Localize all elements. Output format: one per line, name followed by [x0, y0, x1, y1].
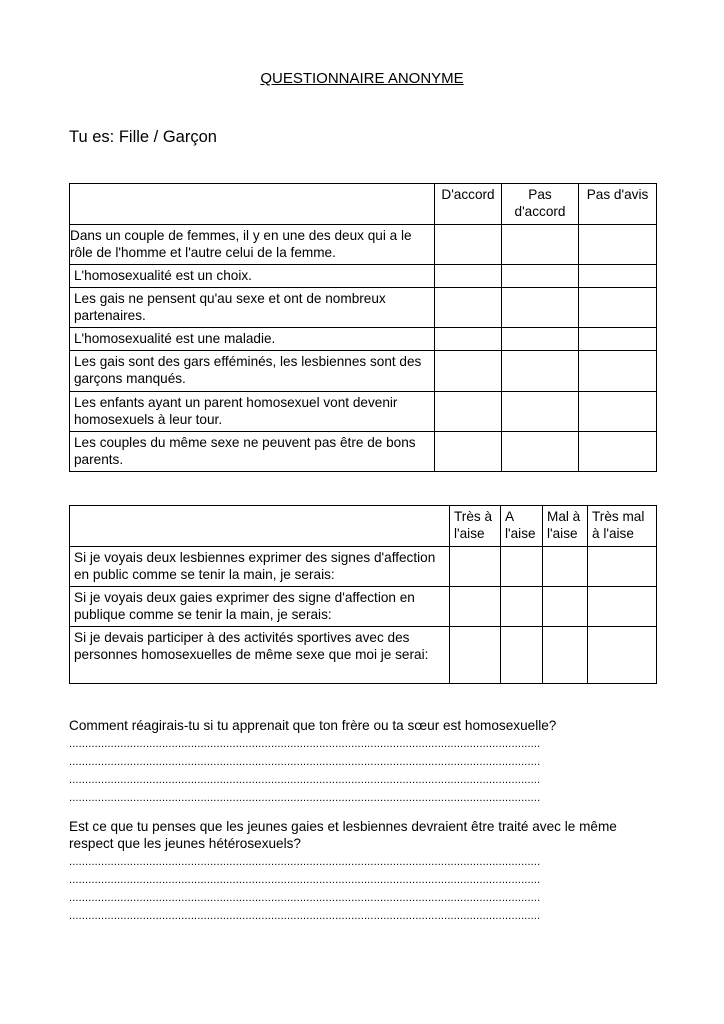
statement: Dans un couple de femmes, il y en une des deux qui a le rôle de l'homme et l'autre celui de la femme.	[70, 225, 435, 265]
answer-cell[interactable]	[579, 328, 657, 351]
statement: Les gais sont des gars efféminés, les lesbiennes sont des garçons manqués.	[70, 351, 435, 392]
answer-line[interactable]: ...................................................................................................................................................	[69, 892, 541, 904]
header-pas-d-avis: Pas d'avis	[579, 184, 657, 225]
answer-cell[interactable]	[579, 351, 657, 392]
question-1: Comment réagirais-tu si tu apprenait que ton frère ou ta sœur est homosexuelle?	[69, 718, 557, 733]
gender-line: Tu es: Fille / Garçon	[69, 128, 217, 146]
answer-cell[interactable]	[450, 587, 501, 627]
answer-cell[interactable]	[501, 547, 543, 587]
answer-cell[interactable]	[450, 627, 501, 684]
table-header-empty	[70, 506, 450, 547]
answer-cell[interactable]	[502, 328, 579, 351]
answer-cell[interactable]	[588, 587, 657, 627]
comfort-table	[69, 505, 657, 684]
answer-line[interactable]: ...................................................................................................................................................	[69, 856, 541, 868]
answer-cell[interactable]	[502, 432, 579, 472]
statement: Si je voyais deux gaies exprimer des signe d'affection en publique comme se tenir la main, je serais:	[70, 587, 450, 627]
answer-cell[interactable]	[501, 587, 543, 627]
statement: Les couples du même sexe ne peuvent pas être de bons parents.	[70, 432, 435, 472]
statement: Les gais ne pensent qu'au sexe et ont de nombreux partenaires.	[70, 288, 435, 328]
answer-cell[interactable]	[435, 265, 502, 288]
answer-cell[interactable]	[579, 225, 657, 265]
page-title: QUESTIONNAIRE ANONYME	[260, 70, 464, 87]
answer-line[interactable]: ...................................................................................................................................................	[69, 774, 541, 786]
answer-cell[interactable]	[579, 265, 657, 288]
answer-cell[interactable]	[501, 627, 543, 684]
answer-cell[interactable]	[579, 432, 657, 472]
answer-cell[interactable]	[435, 328, 502, 351]
header-tres-mal-a-l-aise: Très mal à l'aise	[588, 506, 657, 547]
answer-cell[interactable]	[543, 547, 588, 587]
header-a-l-aise: A l'aise	[501, 506, 543, 547]
answer-cell[interactable]	[435, 225, 502, 265]
answer-line[interactable]: ...................................................................................................................................................	[69, 792, 541, 804]
answer-cell[interactable]	[435, 351, 502, 392]
answer-cell[interactable]	[579, 392, 657, 432]
answer-cell[interactable]	[543, 587, 588, 627]
answer-line[interactable]: ...................................................................................................................................................	[69, 756, 541, 768]
answer-cell[interactable]	[502, 351, 579, 392]
header-d-accord: D'accord	[435, 184, 502, 225]
answer-line[interactable]: ...................................................................................................................................................	[69, 738, 541, 750]
statement: Les enfants ayant un parent homosexuel vont devenir homosexuels à leur tour.	[70, 392, 435, 432]
answer-cell[interactable]	[435, 288, 502, 328]
statement: Si je voyais deux lesbiennes exprimer des signes d'affection en public comme se tenir la main, je serais:	[70, 547, 450, 587]
answer-cell[interactable]	[543, 627, 588, 684]
answer-cell[interactable]	[435, 432, 502, 472]
answer-line[interactable]: ...................................................................................................................................................	[69, 874, 541, 886]
statement: L'homosexualité est une maladie.	[70, 328, 435, 351]
opinion-table	[69, 183, 657, 472]
answer-cell[interactable]	[435, 392, 502, 432]
answer-cell[interactable]	[579, 288, 657, 328]
answer-cell[interactable]	[502, 392, 579, 432]
answer-cell[interactable]	[502, 288, 579, 328]
header-mal-a-l-aise: Mal à l'aise	[543, 506, 588, 547]
answer-cell[interactable]	[450, 547, 501, 587]
answer-cell[interactable]	[588, 627, 657, 684]
table-header-empty	[70, 184, 435, 225]
answer-cell[interactable]	[588, 547, 657, 587]
statement: Si je devais participer à des activités sportives avec des personnes homosexuelles de même sexe que moi je serai:	[70, 627, 450, 684]
answer-cell[interactable]	[502, 265, 579, 288]
statement: L'homosexualité est un choix.	[70, 265, 435, 288]
header-pas-d-accord: Pas d'accord	[502, 184, 579, 225]
answer-cell[interactable]	[502, 225, 579, 265]
question-2: Est ce que tu penses que les jeunes gaies et lesbiennes devraient être traité avec le même respect que les jeunes hétérosexuels?	[69, 819, 617, 851]
answer-line[interactable]: ...................................................................................................................................................	[69, 910, 541, 922]
header-tres-a-l-aise: Très à l'aise	[450, 506, 501, 547]
